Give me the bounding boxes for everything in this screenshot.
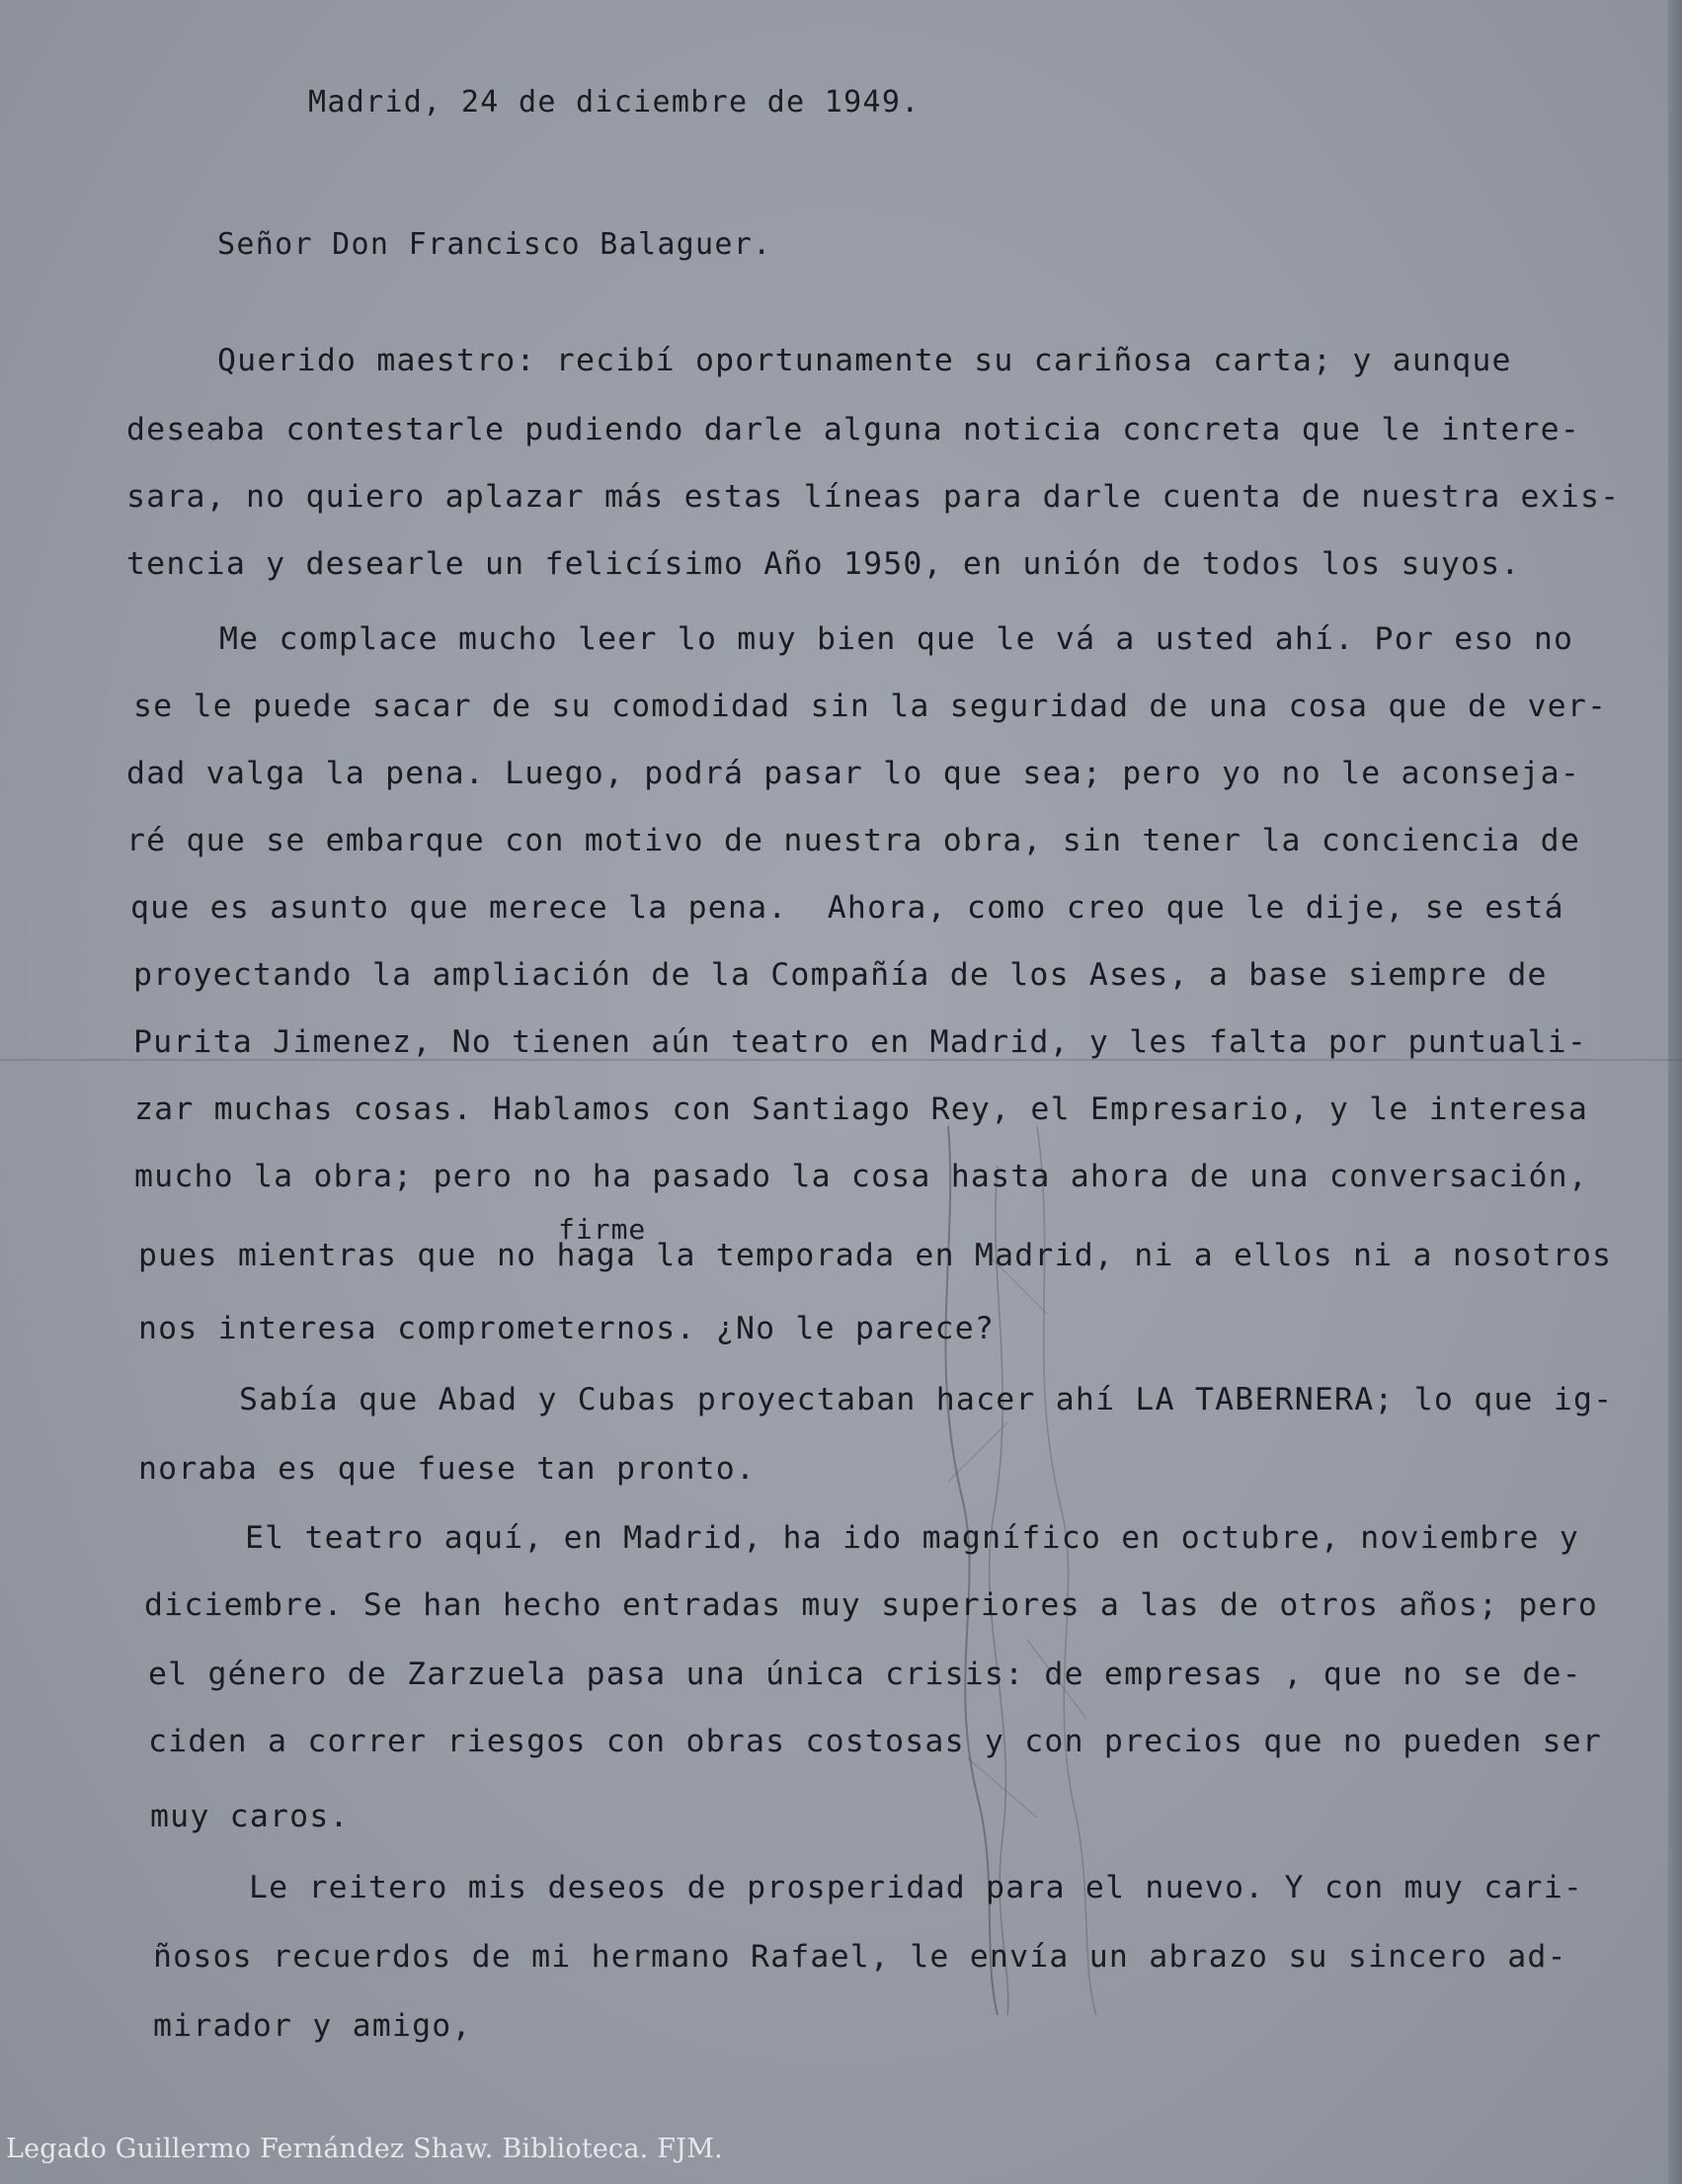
- letter-line: Purita Jimenez, No tienen aún teatro en Madrid, y les falta por puntuali-: [133, 1024, 1588, 1060]
- letter-line: Me complace mucho leer lo muy bien que le vá a usted ahí. Por eso no: [219, 621, 1574, 657]
- letter-line: ciden a correr riesgos con obras costosas y con precios que no pueden ser: [148, 1724, 1603, 1759]
- letter-line: se le puede sacar de su comodidad sin la seguridad de una cosa que de ver-: [133, 688, 1608, 724]
- letter-line: pues mientras que no haga la temporada en Madrid, ni a ellos ni a nosotros: [138, 1238, 1613, 1273]
- letter-line: tencia y desearle un felicísimo Año 1950, en unión de todos los suyos.: [126, 546, 1521, 582]
- letter-line: diciembre. Se han hecho entradas muy superiores a las de otros años; pero: [144, 1587, 1599, 1623]
- page-edge-shadow: [1668, 0, 1682, 2184]
- letter-line: El teatro aquí, en Madrid, ha ido magnífico en octubre, noviembre y: [245, 1520, 1580, 1556]
- letter-date: Madrid, 24 de diciembre de 1949.: [308, 85, 921, 120]
- handwritten-insertion: firme: [558, 1213, 647, 1246]
- letter-line: ñosos recuerdos de mi hermano Rafael, le envía un abrazo su sincero ad-: [153, 1939, 1567, 1975]
- letter-line: deseaba contestarle pudiendo darle alguna noticia concreta que le intere-: [126, 412, 1581, 447]
- letter-line: mirador y amigo,: [153, 2008, 472, 2044]
- letter-line: sara, no quiero aplazar más estas líneas para darle cuenta de nuestra exis-: [126, 479, 1621, 515]
- letter-line: dad valga la pena. Luego, podrá pasar lo que sea; pero yo no le aconseja-: [126, 756, 1581, 791]
- letter-line: que es asunto que merece la pena. Ahora, como creo que le dije, se está: [130, 890, 1564, 926]
- letter-line: Le reitero mis deseos de prosperidad para el nuevo. Y con muy cari-: [249, 1870, 1584, 1905]
- letter-line: Querido maestro: recibí oportunamente su cariñosa carta; y aunque: [217, 343, 1512, 378]
- letter-line: muy caros.: [150, 1799, 350, 1834]
- letter-line: zar muchas cosas. Hablamos con Santiago Rey, el Empresario, y le interesa: [134, 1092, 1589, 1127]
- archive-footer: Legado Guillermo Fernández Shaw. Biblioteca. FJM.: [6, 2134, 723, 2164]
- letter-line: Sabía que Abad y Cubas proyectaban hacer ahí LA TABERNERA; lo que ig-: [239, 1382, 1614, 1417]
- letter-line: nos interesa comprometernos. ¿No le parece?: [138, 1311, 996, 1346]
- letter-line: el género de Zarzuela pasa una única crisis: de empresas , que no se de-: [148, 1657, 1582, 1692]
- letter-salutation: Señor Don Francisco Balaguer.: [217, 227, 772, 262]
- letter-line: mucho la obra; pero no ha pasado la cosa hasta ahora de una conversación,: [134, 1159, 1589, 1194]
- letter-line: noraba es que fuese tan pronto.: [138, 1451, 757, 1487]
- letter-line: proyectando la ampliación de la Compañía de los Ases, a base siempre de: [133, 957, 1548, 993]
- letter-line: ré que se embarque con motivo de nuestra obra, sin tener la conciencia de: [126, 823, 1581, 858]
